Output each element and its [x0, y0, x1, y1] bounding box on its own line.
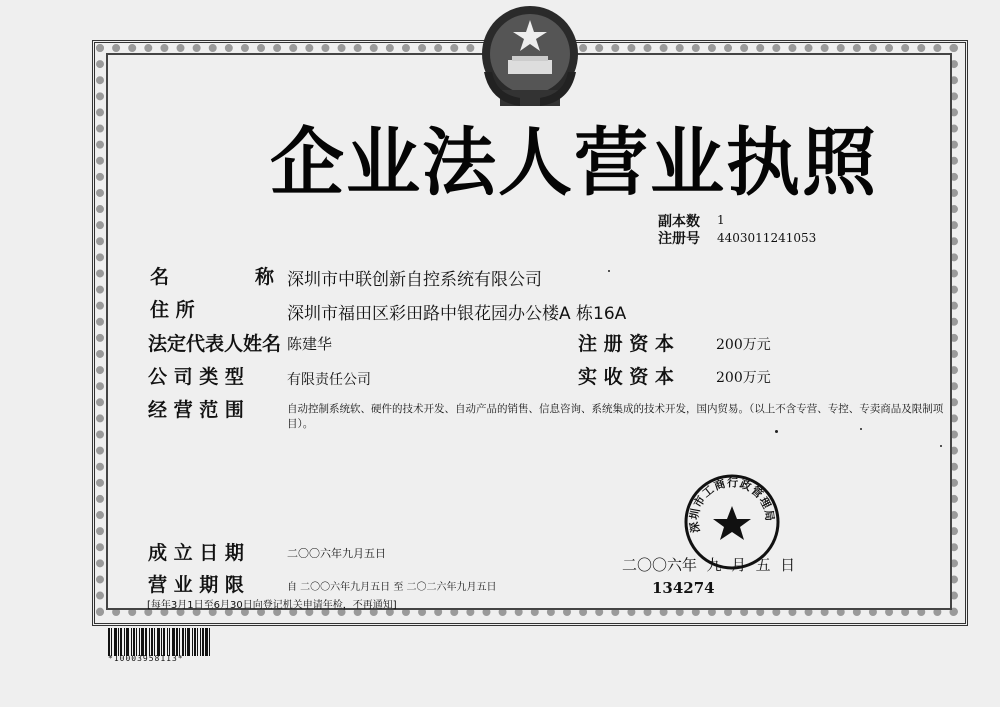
issue-date: 二〇〇六年 九 月 五 日	[622, 556, 796, 574]
registration-label: 注册号	[658, 231, 700, 247]
paid-capital-value: 200万元	[716, 370, 771, 386]
copy-number-value: 1	[717, 213, 725, 227]
barcode-number: *10003958113*	[108, 654, 184, 663]
paid-capital-label: 实 收 资 本	[578, 366, 674, 388]
scope-label: 经 营 范 围	[148, 399, 244, 421]
company-type-label: 公 司 类 型	[148, 366, 244, 388]
annual-inspection-note: [每年3月1日至6月30日向登记机关申请年检，不再通知]	[147, 600, 397, 611]
name-label: 名 称	[150, 266, 274, 288]
business-term-value: 自 二〇〇六年九月五日 至 二〇二六年九月五日	[287, 582, 497, 593]
scan-speck	[940, 445, 942, 447]
address-label: 住 所	[150, 299, 195, 321]
scan-speck	[860, 428, 862, 430]
legal-rep-value: 陈建华	[287, 335, 333, 353]
registered-capital-label: 注 册 资 本	[578, 333, 674, 355]
company-type-value: 有限责任公司	[287, 372, 371, 388]
scan-speck	[608, 270, 610, 272]
svg-text:深圳市工商行政管理局: 深圳市工商行政管理局	[687, 476, 777, 534]
barcode	[108, 628, 234, 656]
established-value: 二〇〇六年九月五日	[287, 547, 386, 560]
registered-capital-value: 200万元	[716, 337, 771, 353]
document-title: 企业法人营业执照	[270, 120, 878, 206]
business-term-label: 营 业 期 限	[148, 574, 244, 596]
address-value: 深圳市福田区彩田路中银花园办公楼A 栋16A	[287, 304, 627, 324]
serial-number: 134274	[652, 579, 715, 597]
registration-value: 4403011241053	[717, 231, 817, 245]
national-emblem-icon	[470, 2, 590, 112]
established-label: 成 立 日 期	[148, 542, 244, 564]
scope-value: 自动控制系统软、硬件的技术开发、自动产品的销售、信息咨询、系统集成的技术开发，国内贸易。（以上不含专营、专控、专卖商品及限制项目）。	[287, 403, 944, 430]
copy-number-label: 副本数	[658, 214, 700, 230]
scan-speck	[775, 430, 778, 433]
name-value: 深圳市中联创新自控系统有限公司	[287, 270, 542, 290]
legal-rep-label: 法定代表人姓名	[148, 333, 282, 355]
